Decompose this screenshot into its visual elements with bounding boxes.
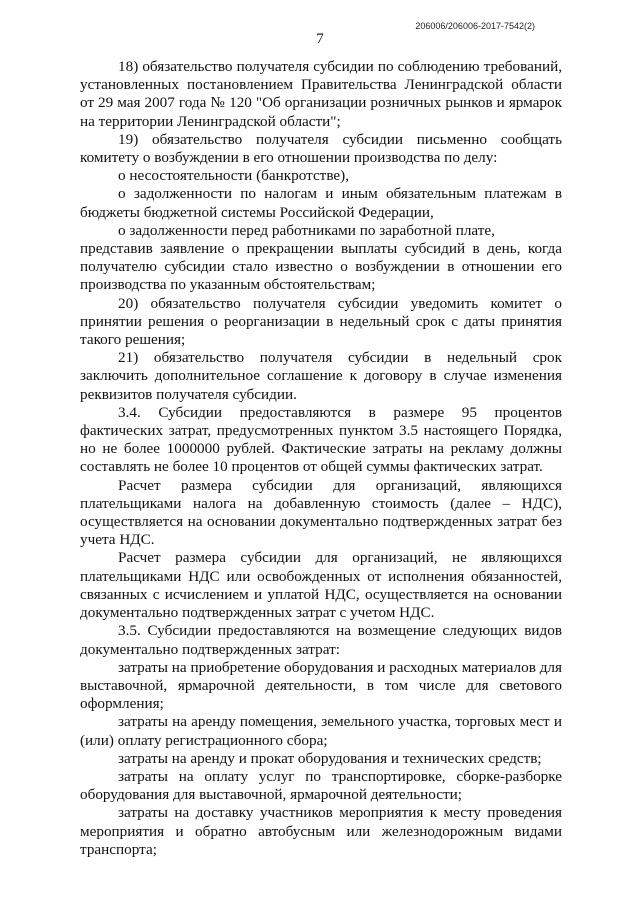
paragraph-application-note: представив заявление о прекращении выплаты субсидий в день, когда получателю субсидии стало известно о возбуждении в отношении его производства по указанным обстоятельствам; <box>80 240 562 294</box>
page-number: 7 <box>316 31 324 47</box>
paragraph-tax-debt: о задолженности по налогам и иным обязательным платежам в бюджеты бюджетной системы Российской Федерации, <box>80 185 562 221</box>
paragraph-section-3-5: 3.5. Субсидии предоставляются на возмещение следующих видов документально подтвержденных затрат: <box>80 622 562 658</box>
paragraph-vat-payers: Расчет размера субсидии для организаций, являющихся плательщиками налога на добавленную стоимость (далее – НДС), осуществляется на основании документально подтвержденных затрат без учета НДС. <box>80 476 562 549</box>
paragraph-non-vat-payers: Расчет размера субсидии для организаций, не являющихся плательщиками НДС или освобожденных от исполнения обязанностей, связанных с исчислением и уплатой НДС, осуществляется на основании документально подтвержденных затрат с учетом НДС. <box>80 549 562 622</box>
paragraph-cost-transport-services: затраты на оплату услуг по транспортировке, сборке-разборке оборудования для выставочной, ярмарочной деятельности; <box>80 767 562 804</box>
paragraph-item-18: 18) обязательство получателя субсидии по соблюдению требований, установленных постановлением Правительства Ленинградской области от 29 мая 2007 года № 120 "Об организации розничных рынков и ярмарок на территории Ленинградской области"; <box>80 58 562 130</box>
paragraph-section-3-4: 3.4. Субсидии предоставляются в размере 95 процентов фактических затрат, предусмотренных пунктом 3.5 настоящего Порядка, но не более 1000000 рублей. Фактические затраты на рекламу должны составлять не более 10 процентов от общей суммы фактических затрат. <box>80 403 562 476</box>
document-body <box>80 58 562 859</box>
paragraph-cost-equipment: затраты на приобретение оборудования и расходных материалов для выставочной, ярмарочной деятельности, в том числе для светового оформления; <box>80 658 562 713</box>
paragraph-bankruptcy: о несостоятельности (банкротстве), <box>118 167 350 185</box>
paragraph-cost-rent-premises: затраты на аренду помещения, земельного участка, торговых мест и (или) оплату регистрационного сбора; <box>80 713 562 749</box>
paragraph-cost-rent-equipment: затраты на аренду и прокат оборудования и технических средств; <box>118 749 542 767</box>
paragraph-item-21: 21) обязательство получателя субсидии в недельный срок заключить дополнительное соглашение к договору в случае изменения реквизитов получателя субсидии. <box>80 349 562 403</box>
document-code: 206006/206006-2017-7542(2) <box>415 21 535 31</box>
paragraph-item-19: 19) обязательство получателя субсидии письменно сообщать комитету о возбуждении в его отношении производства по делу: <box>80 130 562 167</box>
paragraph-item-20: 20) обязательство получателя субсидии уведомить комитет о принятии решения о реорганизации в недельный срок с даты принятия такого решения; <box>80 294 562 349</box>
paragraph-cost-participant-delivery: затраты на доставку участников мероприятия к месту проведения мероприятия и обратно автобусным или железнодорожным видами транспорта; <box>80 804 562 858</box>
paragraph-wage-debt: о задолженности перед работниками по заработной плате, <box>118 221 495 239</box>
